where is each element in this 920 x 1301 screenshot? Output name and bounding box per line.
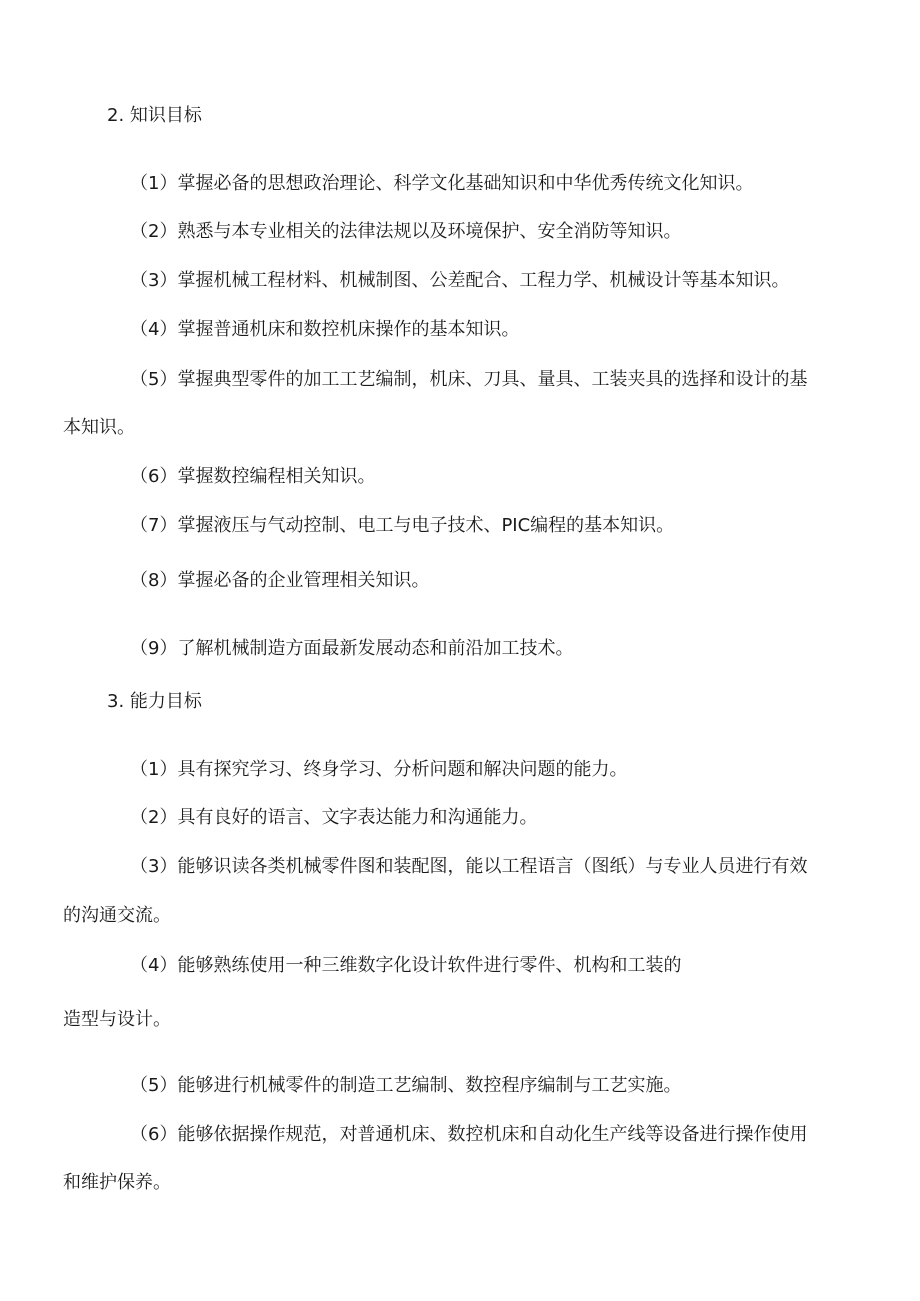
ability-heading: 3. 能力目标 xyxy=(107,691,202,712)
ability-item-3-continuation: 的沟通交流。 xyxy=(63,905,171,926)
knowledge-item-5-continuation: 本知识。 xyxy=(63,417,135,438)
ability-item-4-continuation: 造型与设计。 xyxy=(63,1009,171,1030)
ability-item-2: （2）具有良好的语言、文字表达能力和沟通能力。 xyxy=(130,807,538,828)
ability-item-5: （5）能够进行机械零件的制造工艺编制、数控程序编制与工艺实施。 xyxy=(130,1075,682,1096)
ability-item-4: （4）能够熟练使用一种三维数字化设计软件进行零件、机构和工装的 xyxy=(130,955,682,976)
knowledge-item-7: （7）掌握液压与气动控制、电工与电子技术、PIC编程的基本知识。 xyxy=(130,515,675,536)
ability-item-1: （1）具有探究学习、终身学习、分析问题和解决问题的能力。 xyxy=(130,759,628,780)
knowledge-heading: 2. 知识目标 xyxy=(107,105,202,126)
knowledge-item-3: （3）掌握机械工程材料、机械制图、公差配合、工程力学、机械设计等基本知识。 xyxy=(130,270,790,291)
knowledge-item-8: （8）掌握必备的企业管理相关知识。 xyxy=(130,570,430,591)
knowledge-item-6: （6）掌握数控编程相关知识。 xyxy=(130,466,376,487)
knowledge-item-9: （9）了解机械制造方面最新发展动态和前沿加工技术。 xyxy=(130,638,574,659)
knowledge-item-2: （2）熟悉与本专业相关的法律法规以及环境保护、安全消防等知识。 xyxy=(130,221,682,242)
ability-item-6: （6）能够依据操作规范，对普通机床、数控机床和自动化生产线等设备进行操作使用 xyxy=(130,1124,808,1145)
knowledge-item-1: （1）掌握必备的思想政治理论、科学文化基础知识和中华优秀传统文化知识。 xyxy=(130,173,754,194)
ability-item-3: （3）能够识读各类机械零件图和装配图，能以工程语言（图纸）与专业人员进行有效 xyxy=(130,856,808,877)
knowledge-item-4: （4）掌握普通机床和数控机床操作的基本知识。 xyxy=(130,319,520,340)
ability-item-6-continuation: 和维护保养。 xyxy=(63,1172,171,1193)
knowledge-item-5: （5）掌握典型零件的加工工艺编制，机床、刀具、量具、工装夹具的选择和设计的基 xyxy=(130,369,808,390)
